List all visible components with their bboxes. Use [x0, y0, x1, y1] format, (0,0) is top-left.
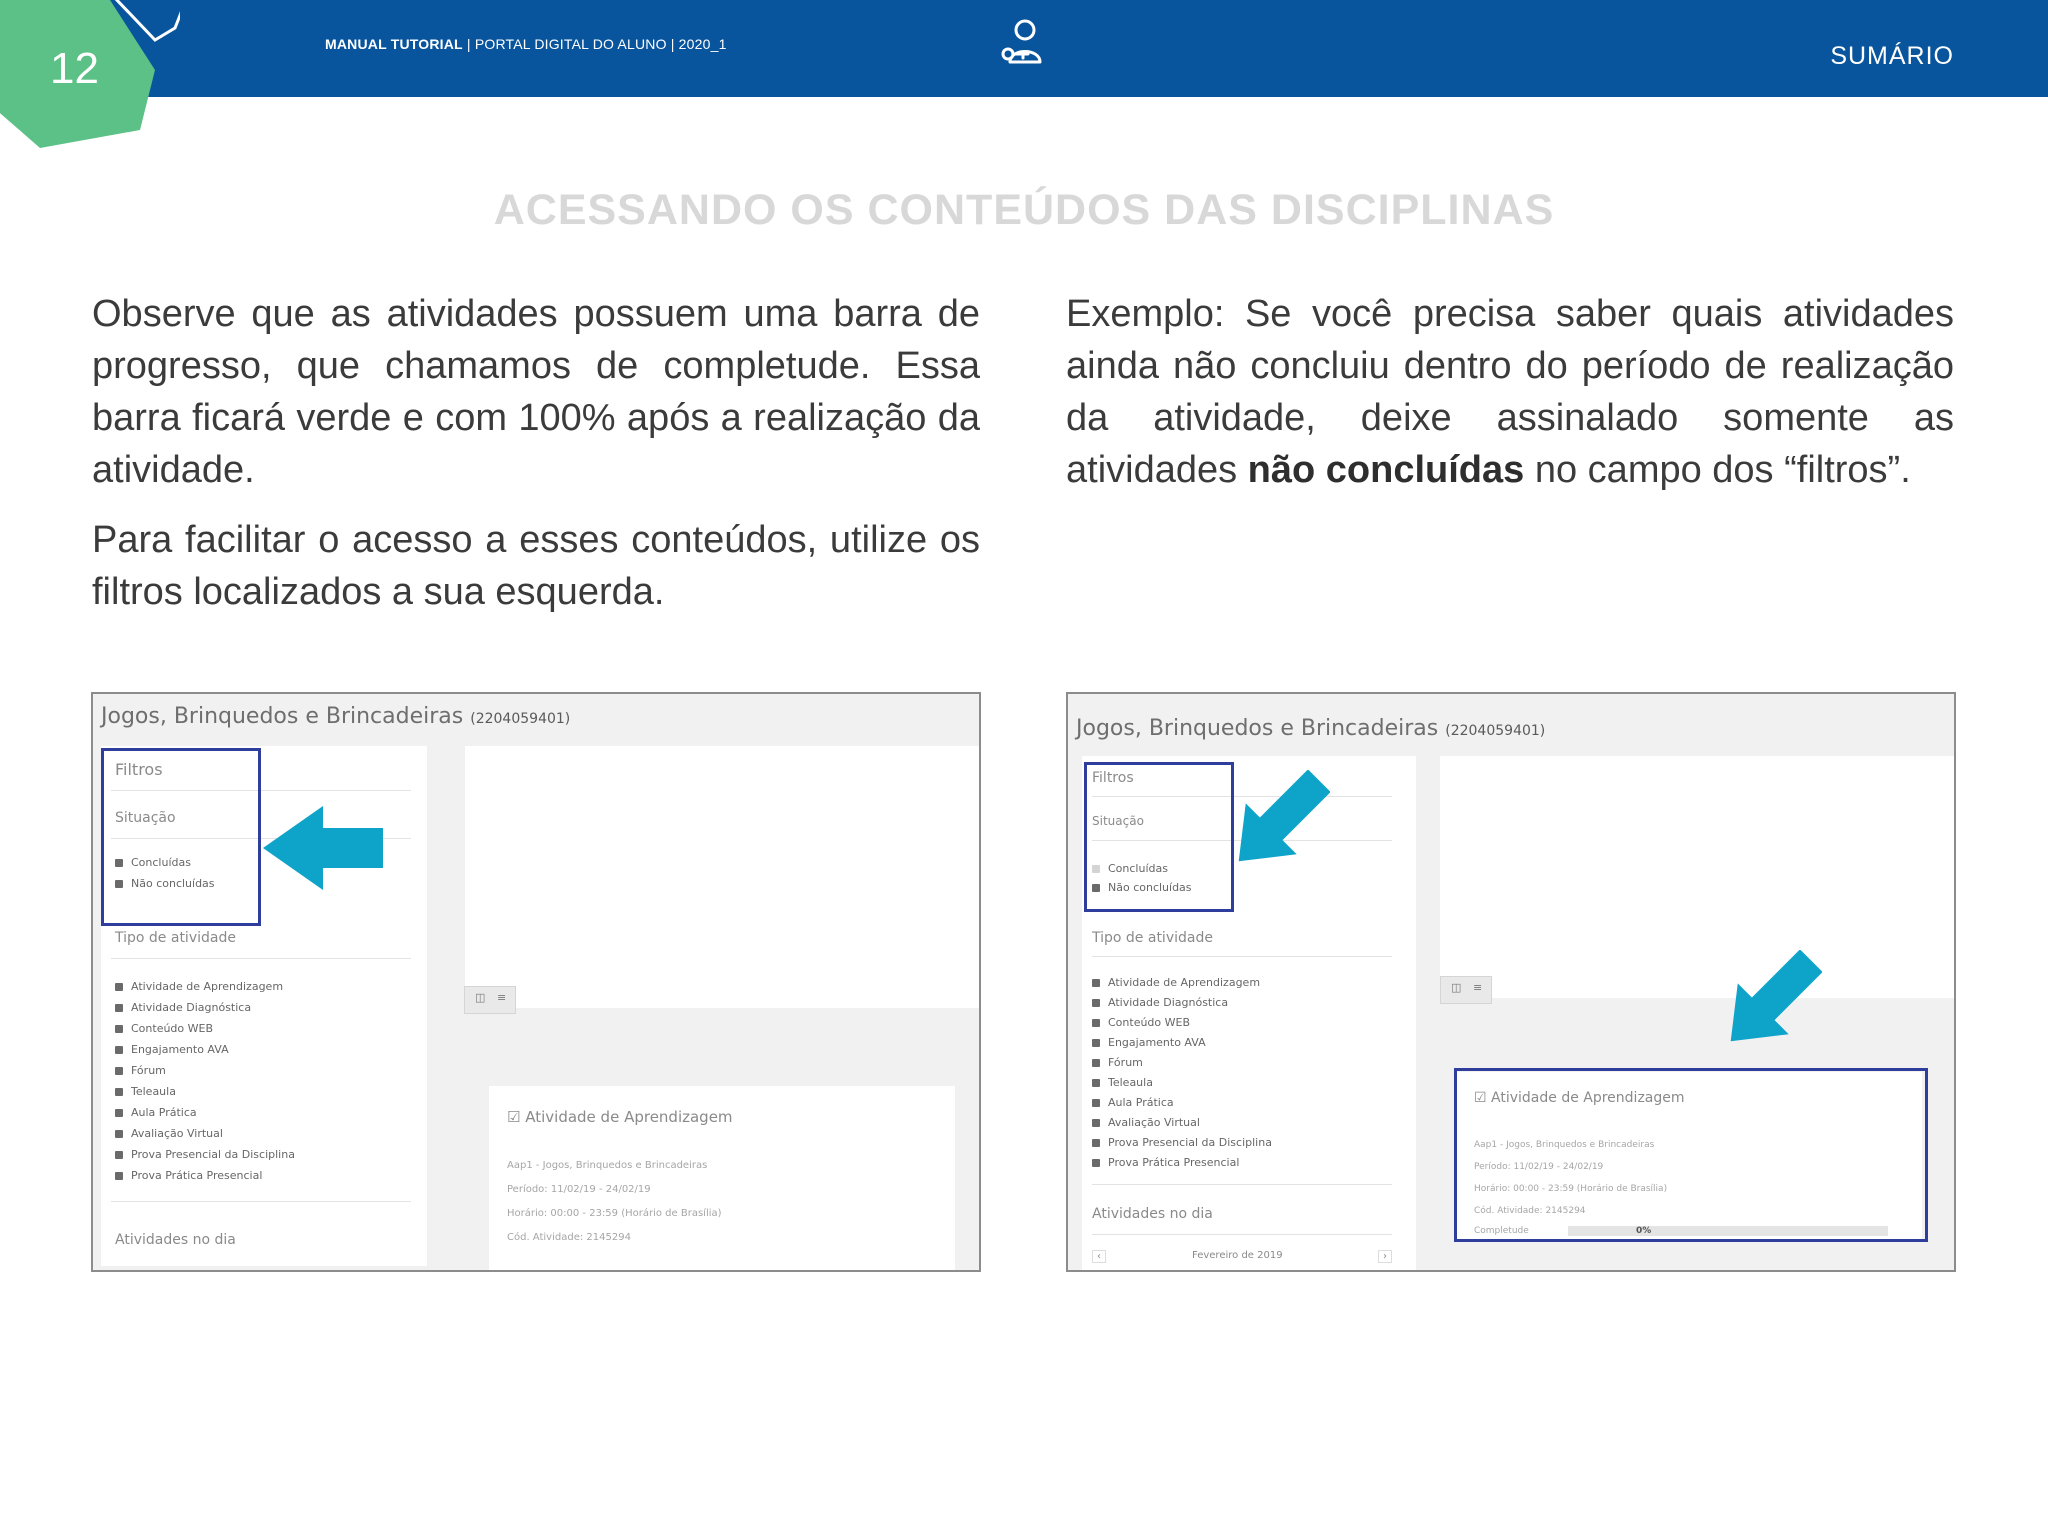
- checkbox-checked-icon[interactable]: [115, 1067, 123, 1075]
- checkbox-checked-icon[interactable]: [1092, 999, 1100, 1007]
- activity-type-option[interactable]: [115, 1127, 223, 1141]
- activity-card[interactable]: [489, 1086, 955, 1270]
- activity-type-option[interactable]: [115, 1169, 262, 1183]
- option-label: Prova Presencial da Disciplina: [1108, 1136, 1272, 1149]
- checkbox-checked-icon[interactable]: [1092, 1079, 1100, 1087]
- list-view-icon[interactable]: ≡: [497, 991, 507, 1004]
- progress-value: 0%: [1636, 1226, 1652, 1236]
- activity-type-option[interactable]: [1092, 1156, 1239, 1170]
- option-label: Engajamento AVA: [1108, 1036, 1206, 1049]
- checkbox-checked-icon[interactable]: [1092, 1019, 1100, 1027]
- left-text-column: [92, 288, 980, 636]
- summary-link[interactable]: SUMÁRIO: [1830, 42, 1954, 70]
- checkbox-checked-icon[interactable]: [1092, 1159, 1100, 1167]
- course-code: (2204059401): [470, 711, 571, 727]
- course-title-text: Jogos, Brinquedos e Brincadeiras: [101, 704, 464, 729]
- option-label: Aula Prática: [131, 1106, 197, 1119]
- option-label: Avaliação Virtual: [131, 1127, 223, 1140]
- calendar-next-button[interactable]: ›: [1378, 1250, 1392, 1263]
- edit-check-icon: ☑: [1474, 1090, 1487, 1106]
- card-line-code: Cód. Atividade: 2145294: [507, 1232, 631, 1243]
- course-title: [1076, 716, 1545, 741]
- option-label: Prova Prática Presencial: [131, 1169, 263, 1182]
- activity-type-option[interactable]: [115, 1064, 166, 1078]
- checkbox-checked-icon[interactable]: [115, 1109, 123, 1117]
- checkbox-checked-icon[interactable]: [1092, 979, 1100, 987]
- document-label-bold: MANUAL TUTORIAL: [325, 36, 463, 52]
- filters-label: Filtros: [1092, 770, 1134, 786]
- course-code: (2204059401): [1445, 723, 1546, 739]
- option-label: Conteúdo WEB: [1108, 1016, 1191, 1029]
- right-text-before: Exemplo: Se você precisa saber quais atividades ainda não concluiu dentro do período de realização da atividade, deixe assinalado somente as atividades: [1066, 293, 1954, 491]
- option-label: Prova Prática Presencial: [1108, 1156, 1240, 1169]
- option-label: Conteúdo WEB: [131, 1022, 214, 1035]
- activity-type-option[interactable]: [1092, 976, 1260, 990]
- card-title-text: Atividade de Aprendizagem: [1491, 1090, 1685, 1106]
- checkbox-checked-icon[interactable]: [115, 1046, 123, 1054]
- activity-type-option[interactable]: [1092, 1096, 1174, 1110]
- student-key-icon: [996, 16, 1050, 70]
- day-activities-label: Atividades no dia: [115, 1232, 236, 1248]
- filters-highlight-box: [101, 748, 261, 926]
- option-label: Teleaula: [1108, 1076, 1153, 1089]
- option-label: Atividade de Aprendizagem: [131, 980, 284, 993]
- activity-type-option[interactable]: [115, 1001, 251, 1015]
- right-text-after: no campo dos “filtros”.: [1524, 449, 1911, 491]
- document-label: [325, 36, 727, 52]
- grid-view-icon[interactable]: ◫: [475, 991, 486, 1004]
- calendar-month: Fevereiro de 2019: [1192, 1250, 1283, 1261]
- option-label: Aula Prática: [1108, 1096, 1174, 1109]
- list-view-icon[interactable]: ≡: [1473, 981, 1483, 994]
- screenshot-left: [91, 692, 981, 1272]
- activity-type-option[interactable]: [1092, 1136, 1272, 1150]
- arrow-down-left-icon: [1228, 770, 1330, 872]
- activity-type-option[interactable]: [1092, 1016, 1190, 1030]
- checkbox-checked-icon[interactable]: [115, 1088, 123, 1096]
- card-line-time: Horário: 00:00 - 23:59 (Horário de Brasília): [1474, 1184, 1668, 1194]
- grid-view-icon[interactable]: ◫: [1451, 981, 1462, 994]
- calendar-area: [465, 746, 979, 1008]
- divider: [1092, 1234, 1392, 1235]
- card-line-code: Cód. Atividade: 2145294: [1474, 1206, 1586, 1216]
- card-line-period: Período: 11/02/19 - 24/02/19: [507, 1184, 651, 1195]
- option-label: Teleaula: [131, 1085, 176, 1098]
- calendar-area: [1440, 756, 1954, 998]
- filters-label: Filtros: [115, 760, 163, 779]
- option-label: Fórum: [131, 1064, 166, 1077]
- page-number: 12: [50, 44, 99, 93]
- activity-card-title: [507, 1108, 733, 1126]
- course-title: [101, 704, 570, 729]
- view-toggle[interactable]: [464, 986, 516, 1014]
- option-label: Atividade Diagnóstica: [1108, 996, 1229, 1009]
- checkbox-checked-icon[interactable]: [1092, 1099, 1100, 1107]
- divider: [111, 958, 411, 959]
- option-label: Concluídas: [131, 856, 191, 869]
- arrow-left-icon: [263, 806, 383, 890]
- activity-type-option[interactable]: [1092, 1076, 1153, 1090]
- course-title-text: Jogos, Brinquedos e Brincadeiras: [1076, 716, 1439, 741]
- activity-type-option[interactable]: [1092, 996, 1228, 1010]
- activity-card-highlight-box: [1454, 1068, 1928, 1242]
- checkbox-checked-icon[interactable]: [1092, 1139, 1100, 1147]
- divider: [1092, 1184, 1392, 1185]
- option-label: Atividade Diagnóstica: [131, 1001, 252, 1014]
- right-text-column: [1066, 288, 1954, 514]
- activity-type-label: Tipo de atividade: [115, 930, 236, 946]
- option-label: Prova Presencial da Disciplina: [131, 1148, 295, 1161]
- left-paragraph-1: Observe que as atividades possuem uma barra de progresso, que chamamos de completude. Essa barra ficará verde e com 100% após a realização da atividade.: [92, 293, 980, 491]
- day-activities-label: Atividades no dia: [1092, 1206, 1213, 1222]
- activity-type-option[interactable]: [1092, 1036, 1206, 1050]
- activity-type-option[interactable]: [115, 1148, 295, 1162]
- arrow-down-left-icon: [1720, 950, 1822, 1052]
- checkbox-checked-icon[interactable]: [115, 1151, 123, 1159]
- option-label: Concluídas: [1108, 862, 1168, 875]
- activity-type-option[interactable]: [115, 1022, 213, 1036]
- checkbox-checked-icon[interactable]: [115, 1130, 123, 1138]
- left-paragraph-2: Para facilitar o acesso a esses conteúdos, utilize os filtros localizados a sua esquerda.: [92, 519, 980, 613]
- right-paragraph: [1066, 288, 1954, 496]
- edit-check-icon: ☑: [507, 1108, 521, 1126]
- activity-type-option[interactable]: [115, 1043, 229, 1057]
- option-label: Não concluídas: [1108, 881, 1192, 894]
- activity-type-option[interactable]: [1092, 1116, 1200, 1130]
- activity-type-option[interactable]: [115, 1085, 176, 1099]
- checkbox-checked-icon[interactable]: [1092, 1119, 1100, 1127]
- option-label: Atividade de Aprendizagem: [1108, 976, 1261, 989]
- checkbox-checked-icon[interactable]: [115, 1172, 123, 1180]
- divider: [1092, 956, 1392, 957]
- card-title-text: Atividade de Aprendizagem: [525, 1108, 733, 1126]
- screenshot-right: [1066, 692, 1956, 1272]
- option-label: Avaliação Virtual: [1108, 1116, 1200, 1129]
- document-label-rest: | PORTAL DIGITAL DO ALUNO | 2020_1: [462, 36, 727, 52]
- card-line-activity: Aap1 - Jogos, Brinquedos e Brincadeiras: [1474, 1140, 1655, 1150]
- option-label: Engajamento AVA: [131, 1043, 229, 1056]
- filters-highlight-box: [1084, 762, 1234, 912]
- checkbox-checked-icon[interactable]: [115, 1004, 123, 1012]
- card-line-activity: Aap1 - Jogos, Brinquedos e Brincadeiras: [507, 1160, 708, 1171]
- right-text-bold: não concluídas: [1247, 449, 1525, 491]
- option-label: Não concluídas: [131, 877, 215, 890]
- situation-label: Situação: [1092, 814, 1144, 828]
- checkbox-checked-icon[interactable]: [115, 983, 123, 991]
- checkbox-checked-icon[interactable]: [1092, 1059, 1100, 1067]
- checkbox-checked-icon[interactable]: [1092, 1039, 1100, 1047]
- activity-type-option[interactable]: [115, 1106, 197, 1120]
- card-line-period: Período: 11/02/19 - 24/02/19: [1474, 1162, 1604, 1172]
- option-label: Fórum: [1108, 1056, 1143, 1069]
- activity-type-label: Tipo de atividade: [1092, 930, 1213, 946]
- page-title: ACESSANDO OS CONTEÚDOS DAS DISCIPLINAS: [493, 186, 1555, 234]
- calendar-prev-button[interactable]: ‹: [1092, 1250, 1106, 1263]
- activity-type-option[interactable]: [1092, 1056, 1143, 1070]
- checkbox-checked-icon[interactable]: [115, 1025, 123, 1033]
- activity-type-option[interactable]: [115, 980, 283, 994]
- card-line-completude: Completude: [1474, 1226, 1529, 1236]
- card-line-time: Horário: 00:00 - 23:59 (Horário de Brasília): [507, 1208, 722, 1219]
- divider: [111, 1201, 411, 1202]
- view-toggle[interactable]: [1440, 976, 1492, 1004]
- situation-label: Situação: [115, 810, 176, 826]
